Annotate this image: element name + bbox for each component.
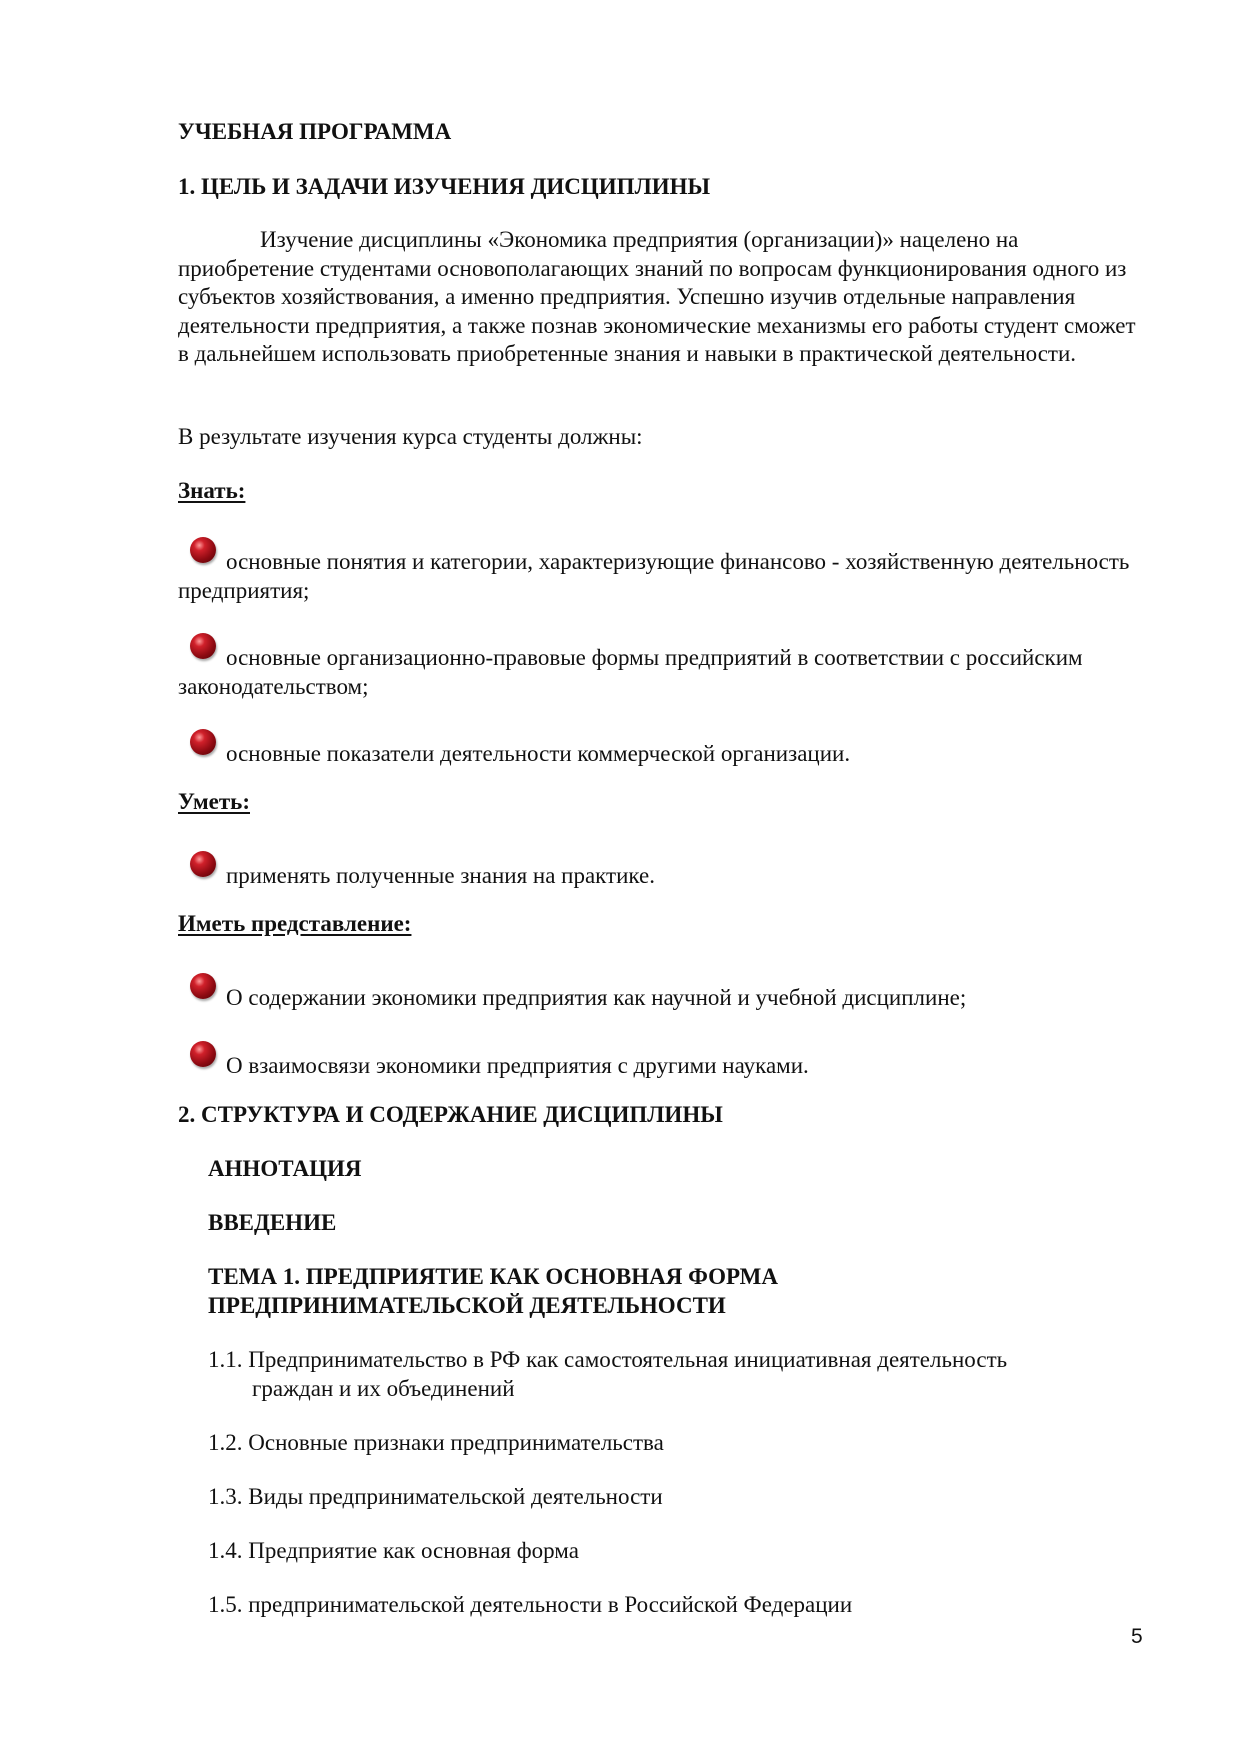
subtopic-number: 1.1. bbox=[208, 1347, 243, 1372]
red-ball-bullet-icon bbox=[190, 1041, 216, 1067]
idea-item-text: О взаимосвязи экономики предприятия с другими науками. bbox=[226, 1053, 809, 1078]
subtopic-number: 1.4. bbox=[208, 1538, 243, 1563]
red-ball-bullet-icon bbox=[190, 537, 216, 563]
know-label: Знать: bbox=[178, 478, 246, 503]
able-item bbox=[178, 857, 1138, 890]
subtopic-text: Предприятие как основная форма bbox=[248, 1538, 579, 1563]
red-ball-bullet-icon bbox=[190, 973, 216, 999]
subtopic-text: предпринимательской деятельности в Российской Федерации bbox=[248, 1592, 853, 1617]
page-number: 5 bbox=[1131, 1625, 1143, 1648]
result-intro: В результате изучения курса студенты должны: bbox=[178, 424, 643, 449]
subtopic-number: 1.3. bbox=[208, 1484, 243, 1509]
section-1-paragraph bbox=[178, 226, 1138, 369]
subtopic-text: Предпринимательство в РФ как самостоятельная инициативная деятельность bbox=[248, 1347, 1008, 1372]
subtopic-item bbox=[208, 1482, 663, 1511]
know-item-text: основные организационно-правовые формы предприятий в соответствии с российским законодательством; bbox=[178, 645, 1083, 699]
red-ball-bullet-icon bbox=[190, 633, 216, 659]
know-item-text: основные показатели деятельности коммерческой организации. bbox=[226, 741, 851, 766]
able-label: Уметь: bbox=[178, 789, 250, 814]
subtopic-text: Основные признаки предпринимательства bbox=[248, 1430, 664, 1455]
know-item bbox=[178, 735, 1138, 768]
topic-1-heading-line1: ТЕМА 1. ПРЕДПРИЯТИЕ КАК ОСНОВНАЯ ФОРМА bbox=[208, 1264, 778, 1289]
intro-heading: ВВЕДЕНИЕ bbox=[208, 1210, 337, 1235]
topic-1-heading-line2: ПРЕДПРИНИМАТЕЛЬСКОЙ ДЕЯТЕЛЬНОСТИ bbox=[208, 1293, 726, 1318]
subtopic-item bbox=[208, 1345, 1007, 1374]
able-item-text: применять полученные знания на практике. bbox=[226, 863, 655, 888]
know-item bbox=[178, 639, 1138, 701]
idea-item bbox=[178, 1047, 1138, 1080]
subtopic-item bbox=[208, 1536, 579, 1565]
section-1-paragraph-text: Изучение дисциплины «Экономика предприятия (организации)» нацелено на приобретение студентами основополагающих знаний по вопросам функционирования одного из субъектов хозяйствования, а именно предприятия. Успешно изучив отдельные направления деятельности предприятия, а также познав экономические механизмы его работы студент сможет в дальнейшем использовать приобретенные знания и навыки в практической деятельности. bbox=[178, 227, 1136, 367]
subtopic-item bbox=[208, 1590, 852, 1619]
page-title: УЧЕБНАЯ ПРОГРАММА bbox=[178, 119, 452, 144]
idea-item-text: О содержании экономики предприятия как научной и учебной дисциплине; bbox=[226, 985, 967, 1010]
annotation-heading: АННОТАЦИЯ bbox=[208, 1156, 362, 1181]
idea-item bbox=[178, 979, 1138, 1012]
red-ball-bullet-icon bbox=[190, 729, 216, 755]
subtopic-text: Виды предпринимательской деятельности bbox=[248, 1484, 663, 1509]
subtopic-number: 1.5. bbox=[208, 1592, 243, 1617]
subtopic-number: 1.2. bbox=[208, 1430, 243, 1455]
know-item-text: основные понятия и категории, характеризующие финансово - хозяйственную деятельность предприятия; bbox=[178, 549, 1130, 603]
subtopic-item bbox=[208, 1428, 664, 1457]
red-ball-bullet-icon bbox=[190, 851, 216, 877]
idea-label: Иметь представление: bbox=[178, 911, 412, 936]
know-item bbox=[178, 543, 1138, 605]
section-2-heading: 2. СТРУКТУРА И СОДЕРЖАНИЕ ДИСЦИПЛИНЫ bbox=[178, 1102, 723, 1127]
section-1-heading: 1. ЦЕЛЬ И ЗАДАЧИ ИЗУЧЕНИЯ ДИСЦИПЛИНЫ bbox=[178, 174, 711, 199]
subtopic-text-continuation: граждан и их объединений bbox=[252, 1376, 515, 1401]
